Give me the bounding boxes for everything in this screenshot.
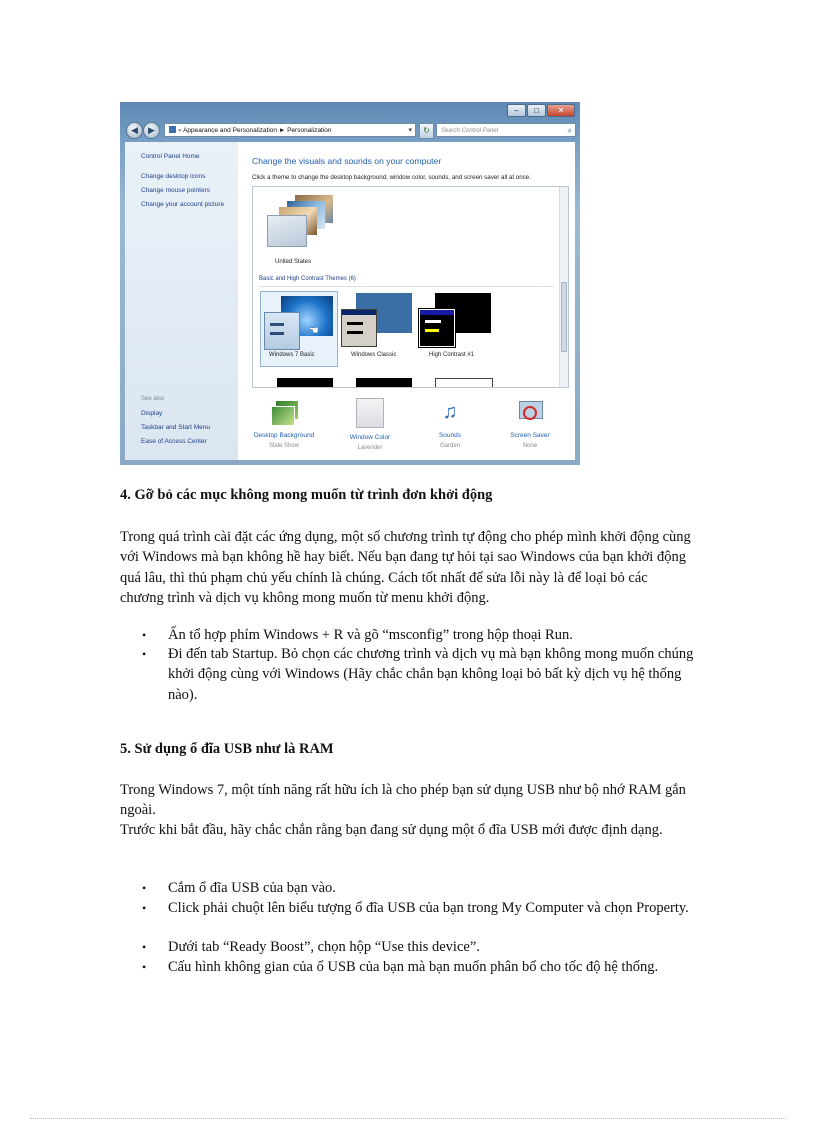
see-also-label: See also <box>141 396 165 402</box>
theme-thumbnail <box>261 193 331 253</box>
breadcrumb-item: Appearance and Personalization <box>183 127 278 134</box>
theme-label: Windows 7 Basic <box>269 352 315 358</box>
page-subtitle: Click a theme to change the desktop background, window color, sounds, and screen saver all at once. <box>252 174 531 181</box>
back-arrow-icon: ◀ <box>126 122 143 139</box>
breadcrumb-separator: ► <box>278 127 286 134</box>
sounds-icon: ♫ <box>442 401 458 423</box>
search-icon: ⌕ <box>567 126 572 135</box>
list-item-text: Đi đến tab Startup. Bỏ chọn các chương trình và dịch vụ mà bạn không mong muốn chúng khởi động cùng với Windows (Hãy chắc chắn bạn không loại bỏ bất kỳ dịch vụ hệ thống nào). <box>168 646 694 703</box>
item-value: None <box>522 443 538 449</box>
theme-label: High Contrast #1 <box>429 352 475 358</box>
list-item-text: Cấu hình không gian của ổ USB của bạn mà bạn muốn phân bổ cho tốc độ hệ thống. <box>168 959 659 975</box>
list-item <box>142 625 702 645</box>
list-item-text: Ấn tổ hợp phím Windows + R và gõ “msconfig” trong hộp thoại Run. <box>168 627 573 643</box>
chevron-down-icon: ▾ <box>408 127 412 134</box>
navigation-bar <box>120 119 580 141</box>
see-also-link: Ease of Access Center <box>141 438 207 445</box>
section-4-title: 4. Gỡ bỏ các mục không mong muốn từ trình đơn khởi động <box>120 487 493 503</box>
task-link: Change mouse pointers <box>141 187 211 194</box>
window-controls <box>507 104 575 117</box>
see-also-link: Taskbar and Start Menu <box>141 424 211 431</box>
bullet-icon: • <box>142 647 147 661</box>
list-item-text: Cắm ổ đĩa USB của bạn vào. <box>168 880 336 896</box>
window-color-icon <box>356 398 384 428</box>
window-color-item <box>330 398 410 451</box>
control-panel-icon <box>169 126 176 133</box>
bullet-icon: • <box>142 940 147 954</box>
bullet-icon: • <box>142 881 147 895</box>
customize-bar <box>238 390 575 460</box>
search-input <box>436 123 576 137</box>
cursor-icon: ☚ <box>309 325 319 337</box>
theme-thumbnail <box>419 309 455 347</box>
page-heading: Change the visuals and sounds on your computer <box>252 156 442 166</box>
see-also-link: Display <box>141 410 163 417</box>
task-link: Change your account picture <box>141 201 225 208</box>
theme-thumbnail <box>277 378 333 388</box>
list-item <box>142 644 702 705</box>
list-item <box>142 878 702 898</box>
desktop-background-icon <box>269 398 299 426</box>
theme-thumbnail <box>435 378 493 388</box>
list-item-text: Click phải chuột lên biểu tượng ổ đĩa USB của bạn trong My Computer và chọn Property. <box>168 900 689 916</box>
list-item <box>142 937 702 957</box>
list-item-text: Dưới tab “Ready Boost”, chọn hộp “Use this device”. <box>168 939 480 955</box>
bullet-icon: • <box>142 628 147 642</box>
item-title: Window Color <box>349 434 391 441</box>
close-icon: ✕ <box>547 104 575 117</box>
section-4-paragraph: Trong quá trình cài đặt các ứng dụng, một số chương trình tự động cho phép mình khởi động cùng với Windows mà bạn không hề hay biết. Nếu bạn đang tự hỏi tại sao Windows của bạn khởi động quá lâu, thì thủ phạm chủ yếu chính là chúng. Cách tốt nhất để sửa lỗi này là để loại bỏ các chương trình và dịch vụ không mong muốn từ menu khởi động. <box>120 529 691 606</box>
screen-saver-item <box>490 398 570 449</box>
theme-thumbnail <box>356 378 412 388</box>
personalization-screenshot <box>120 102 580 465</box>
theme-thumbnail <box>341 309 377 347</box>
section-5-paragraph: Trước khi bắt đầu, hãy chắc chắn rằng bạn đang sử dụng một ổ đĩa USB mới được định dạng. <box>120 822 663 838</box>
search-placeholder: Search Control Panel <box>441 128 499 134</box>
address-bar: « Appearance and Personalization ► Personalization ▾ <box>164 123 416 137</box>
list-item <box>142 957 702 977</box>
sounds-item <box>410 398 490 449</box>
theme-label: United States <box>275 259 312 265</box>
item-value: Lavender <box>357 445 383 451</box>
personalization-content <box>238 142 575 460</box>
refresh-icon: ↻ <box>419 123 434 139</box>
maximize-icon: □ <box>527 104 546 117</box>
screen-saver-icon <box>515 398 545 426</box>
theme-group-label: Basic and High Contrast Themes (6) <box>259 276 356 282</box>
bullet-icon: • <box>142 960 147 974</box>
section-5-paragraph: Trong Windows 7, một tính năng rất hữu ích là cho phép bạn sử dụng USB như bộ nhớ RAM gắn ngoài. <box>120 782 686 819</box>
scrollbar <box>559 187 568 387</box>
task-pane <box>125 142 238 460</box>
minimize-icon: – <box>507 104 526 117</box>
breadcrumb-item: Personalization <box>287 127 332 134</box>
group-divider <box>259 286 554 287</box>
theme-gallery <box>252 186 569 388</box>
item-title: Desktop Background <box>253 432 315 439</box>
desktop-background-item <box>244 398 324 449</box>
page-bottom-rule <box>30 1118 786 1119</box>
list-item <box>142 898 702 918</box>
section-5-title: 5. Sử dụng ổ đĩa USB như là RAM <box>120 741 334 757</box>
item-title: Screen Saver <box>510 432 550 439</box>
item-value: Garden <box>439 443 460 449</box>
task-link: Control Panel Home <box>141 153 200 160</box>
bullet-icon: • <box>142 901 147 915</box>
item-value: Slide Show <box>268 443 300 449</box>
task-link: Change desktop icons <box>141 173 206 180</box>
forward-arrow-icon: ▶ <box>143 122 160 139</box>
item-title: Sounds <box>438 432 462 439</box>
theme-label: Windows Classic <box>351 352 397 358</box>
